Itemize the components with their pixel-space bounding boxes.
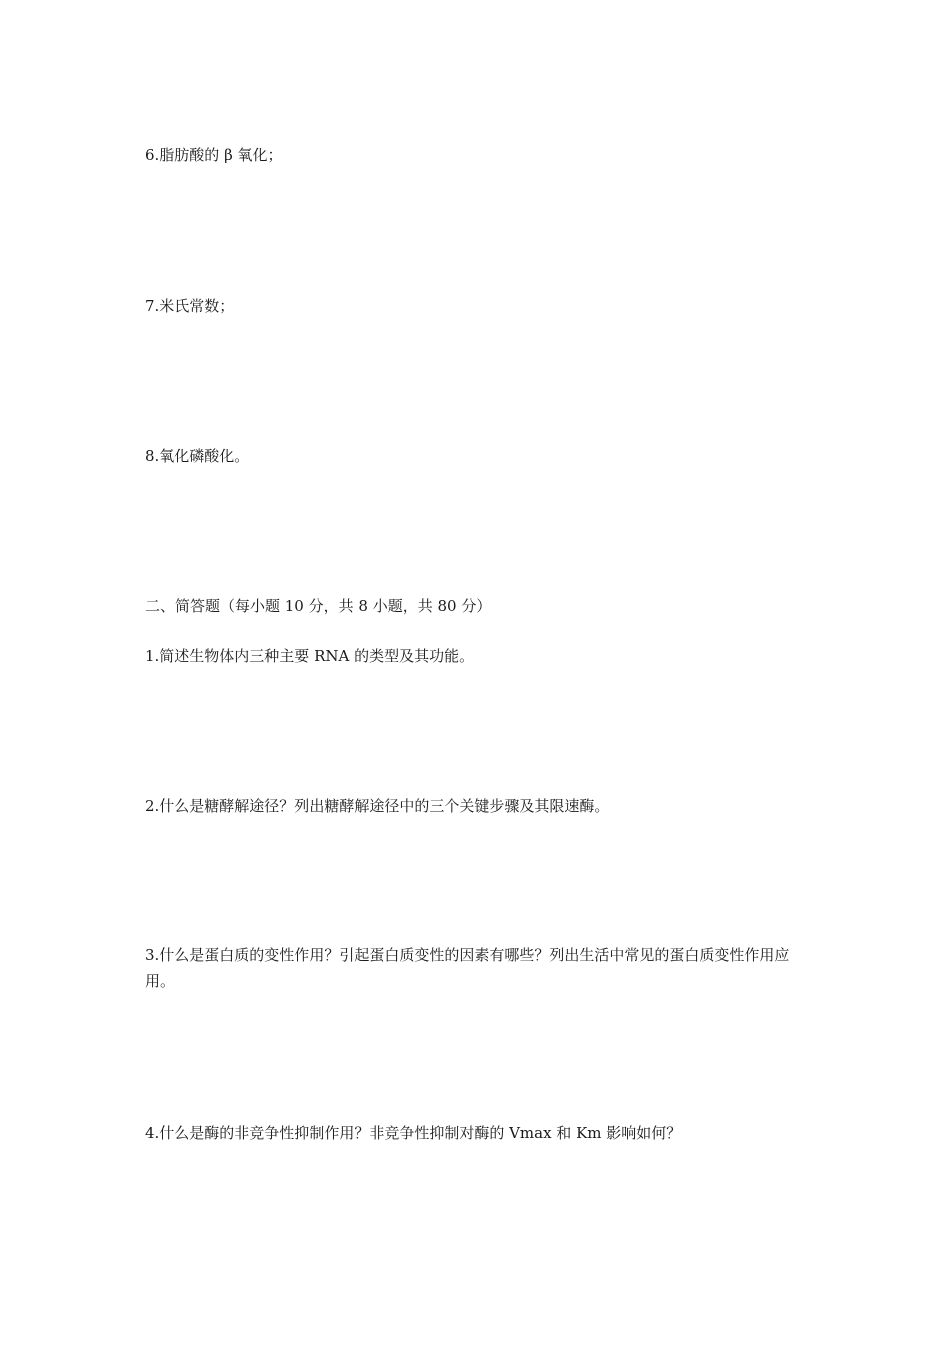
term-item-8: 8.氧化磷酸化。 (145, 447, 250, 465)
section-heading: 二、简答题（每小题 10 分，共 8 小题，共 80 分） (145, 597, 492, 615)
question-item-1: 1.简述生物体内三种主要 RNA 的类型及其功能。 (145, 647, 475, 665)
term-item-6: 6.脂肪酸的 β 氧化； (145, 146, 283, 164)
term-item-7: 7.米氏常数； (145, 297, 235, 315)
question-item-3: 3.什么是蛋白质的变性作用？引起蛋白质变性的因素有哪些？列出生活中常见的蛋白质变性作用应用。 (145, 946, 790, 990)
question-item-2: 2.什么是糖酵解途径？列出糖酵解途径中的三个关键步骤及其限速酶。 (145, 797, 610, 815)
question-item-4: 4.什么是酶的非竞争性抑制作用？非竞争性抑制对酶的 Vmax 和 Km 影响如何？ (145, 1124, 682, 1142)
